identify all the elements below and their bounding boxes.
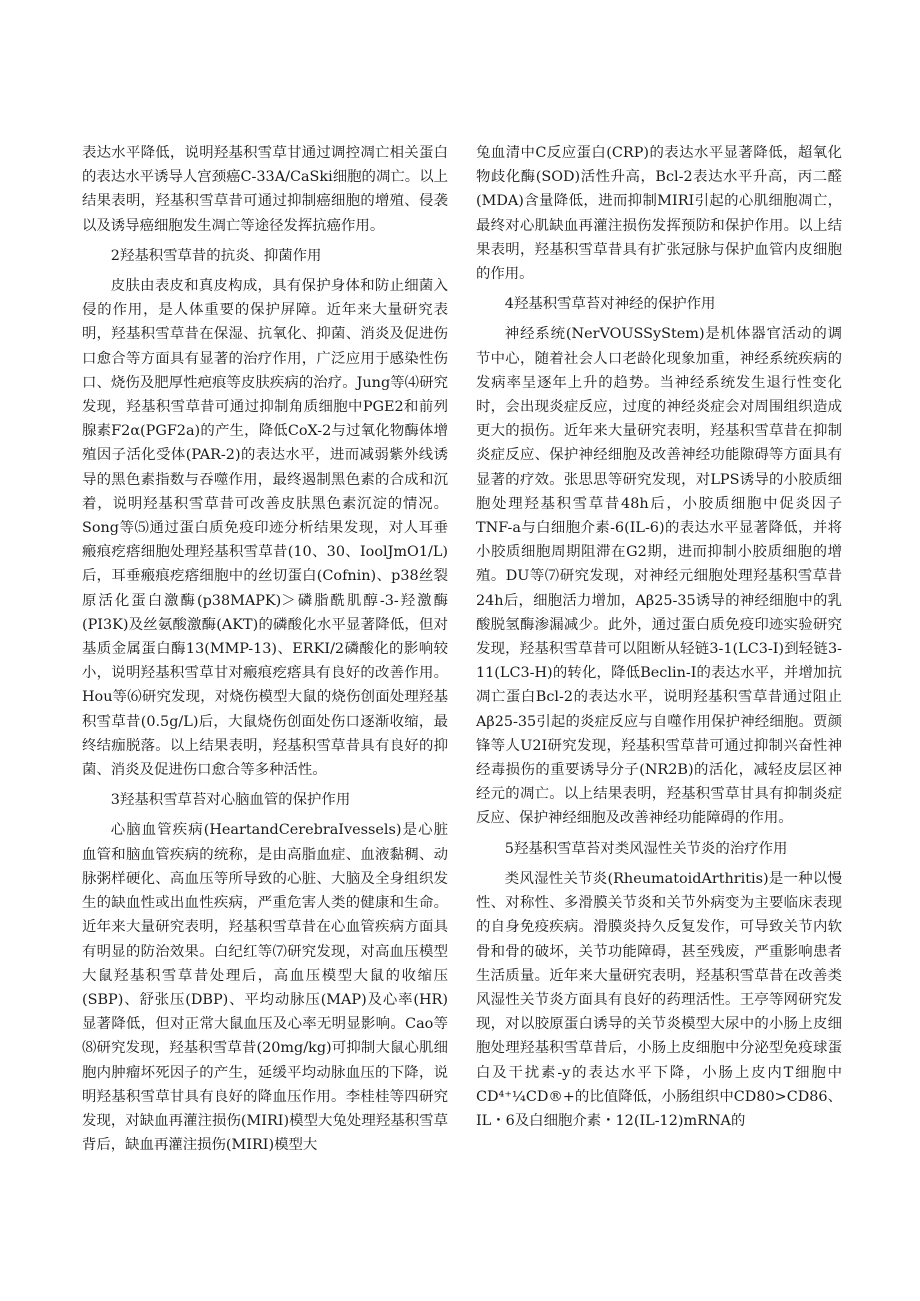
section-heading-4: 4羟基积雪草苔对神经的保护作用 bbox=[504, 296, 716, 313]
left-column bbox=[82, 141, 448, 1157]
section-heading-2: 2羟基积雪草昔的抗炎、抑菌作用 bbox=[110, 247, 322, 264]
paragraph-cancer-conclusion: 表达水平降低，说明羟基积雪草甘通过调控凋亡相关蛋白的表达水平诱导人宫颈癌C-33A/CaSki细胞的凋亡。以上结果表明，羟基积雪草昔可通过抑制癌细胞的增殖、侵袭以及诱导癌细胞发生凋亡等途径发挥抗癌作用。 bbox=[82, 145, 448, 234]
paragraph-anti-inflammatory: 皮肤由表皮和真皮构成，具有保护身体和防止细菌入侵的作用，是人体重要的保护屏障。近年来大量研究表明，羟基积雪草昔在保湿、抗氧化、抑菌、消炎及促进伤口愈合等方面具有显著的治疗作用，广泛应用于感染性伤口、烧伤及肥厚性疤痕等皮肤疾病的治疗。Jung等⑷研究发现，羟基积雪草昔可通过抑制角质细胞中PGE2和前列腺素F2α(PGF2a)的产生，降低CoX-2与过氧化物酶体增殖因子活化受体(PAR-2)的表达水平，进而减弱紫外线诱导的黑色素指数与吞噬作用，最终遏制黑色素的合成和沉着，说明羟基积雪草昔可改善皮肤黑色素沉淀的情况。Song等⑸通过蛋白质免疫印迹分析结果发现，对人耳垂瘢痕疙瘩细胞处理羟基积雪草昔(10、30、IoolJmO1/L)后，耳垂瘢痕疙瘩细胞中的丝切蛋白(Cofnin)、p38丝裂原活化蛋白激酶(p38MAPK)＞磷脂酰肌醇-3-羟激酶(PI3K)及丝氨酸激酶(AKT)的磷酸化水平显著降低，但对基质金属蛋白酶13(MMP-13)、ERKI/2磷酸化的影响较小，说明羟基积雪草甘对瘢痕疙瘩具有良好的改善作用。Hou等⑹研究发现，对烧伤模型大鼠的烧伤创面处理羟基积雪草昔(0.5g/L)后，大鼠烧伤创面处伤口逐渐收缩，最终结痂脱落。以上结果表明，羟基积雪草昔具有良好的抑菌、消炎及促进伤口愈合等多种活性。 bbox=[82, 278, 448, 779]
paragraph-neuroprotection: 神经系统(NerVOUSSyStem)是机体器官活动的调节中心，随着社会人口老龄化现象加重，神经系统疾病的发病率呈逐年上升的趋势。当神经系统发生退行性变化时，会出现炎症反应，过度的神经炎症会对周围组织造成更大的损伤。近年来大量研究表明，羟基积雪草昔在抑制炎症反应、保护神经细胞及改善神经功能隙碍等方面具有显著的疗效。张思思等研究发现，对LPS诱导的小胶质细胞处理羟基积雪草昔48h后，小胶质细胞中促炎因子TNF-a与白细胞介素-6(IL-6)的表达水平显著降低，并将小胶质细胞周期阻滞在G2期，进而抑制小胶质细胞的增殖。DU等⑺研究发现，对神经元细胞处理羟基积雪草昔24h后，细胞活力增加，Aβ25-35诱导的神经细胞中的乳酸脱氢酶渗漏减少。此外，通过蛋白质免疫印迹实验研究发现，羟基积雪草昔可以阻断从轻链3-1(LC3-I)到轻链3-11(LC3-H)的转化，降低Beclin-I的表达水平，并增加抗凋亡蛋白Bcl-2的表达水平，说明羟基积雪草昔通过阻止Aβ25-35引起的炎症反应与自噬作用保护神经细胞。贾颜锋等人U2I研究发现，羟基积雪草昔可通过抑制兴奋性神经毒损伤的重要诱导分子(NR2B)的活化，减轻皮层区神经元的凋亡。以上结果表明，羟基积雪草甘具有抑制炎症反应、保护神经细胞及改善神经功能障碍的作用。 bbox=[476, 326, 842, 827]
paragraph-cardiovascular-cont: 兔血清中C反应蛋白(CRP)的表达水平显著降低，超氧化物歧化酶(SOD)活性升高，Bcl-2表达水平升高，丙二醛(MDA)含量降低，进而抑制MIRI引起的心肌细胞凋亡，最终对心肌缺血再灌注损伤发挥预防和保护作用。以上结果表明，羟基积雪草昔具有扩张冠脉与保护血管内皮细胞的作用。 bbox=[476, 145, 842, 283]
paragraph-cardiovascular: 心脑血管疾病(HeartandCerebraIvessels)是心脏血管和脑血管疾病的统称，是由高脂血症、血液黏稠、动脉粥样硬化、高血压等所导致的心脏、大脑及全身组织发生的缺血性或出血性疾病，严重危害人类的健康和生命。近年来大量研究表明，羟基积雪草昔在心血管疾病方面具有明显的防治效果。白纪红等⑺研究发现，对高血压模型大鼠羟基积雪草昔处理后，高血压模型大鼠的收缩压(SBP)、舒张压(DBP)、平均动脉压(MAP)及心率(HR)显著降低，但对正常大鼠血压及心率无明显影响。Cao等⑻研究发现，羟基积雪草昔(20mg/kg)可抑制大鼠心肌细胞内肿瘤坏死因子的产生，延缓平均动脉血压的下降，说明羟基积雪草甘具有良好的降血压作用。李桂桂等四研究发现，对缺血再灌注损伤(MIRI)模型大兔处理羟基积雪草背后，缺血再灌注损伤(MIRI)模型大 bbox=[82, 822, 448, 1154]
paragraph-rheumatoid-arthritis: 类风湿性关节炎(RheumatoidArthritis)是一种以慢性、对称性、多滑膜关节炎和关节外病变为主要临床表现的自身免疫疾病。滑膜炎持久反复发作，可导致关节内软骨和骨的破坏，关节功能障碍，甚至残废，严重影响患者生活质量。近年来大量研究表明，羟基积雪草昔在改善类风湿性关节炎方面具有良好的药理活性。王亭等网研究发现，对以胶原蛋白诱导的关节炎模型大尿中的小肠上皮细胞处理羟基积雪草昔后，小肠上皮细胞中分泌型免疫球蛋白及干扰素-y的表达水平下降，小肠上皮内T细胞中CD⁴⁺¼CD®+的比值降低，小肠组织中CD80>CD86、IL・6及白细胞介素・12(IL-12)mRNA的 bbox=[476, 870, 842, 1129]
section-heading-5: 5羟基积雪草苔对类风湿性关节炎的治疗作用 bbox=[504, 840, 788, 857]
section-heading-3: 3羟基积雪草苔对心脑血管的保护作用 bbox=[110, 792, 351, 809]
right-column bbox=[476, 141, 842, 1133]
